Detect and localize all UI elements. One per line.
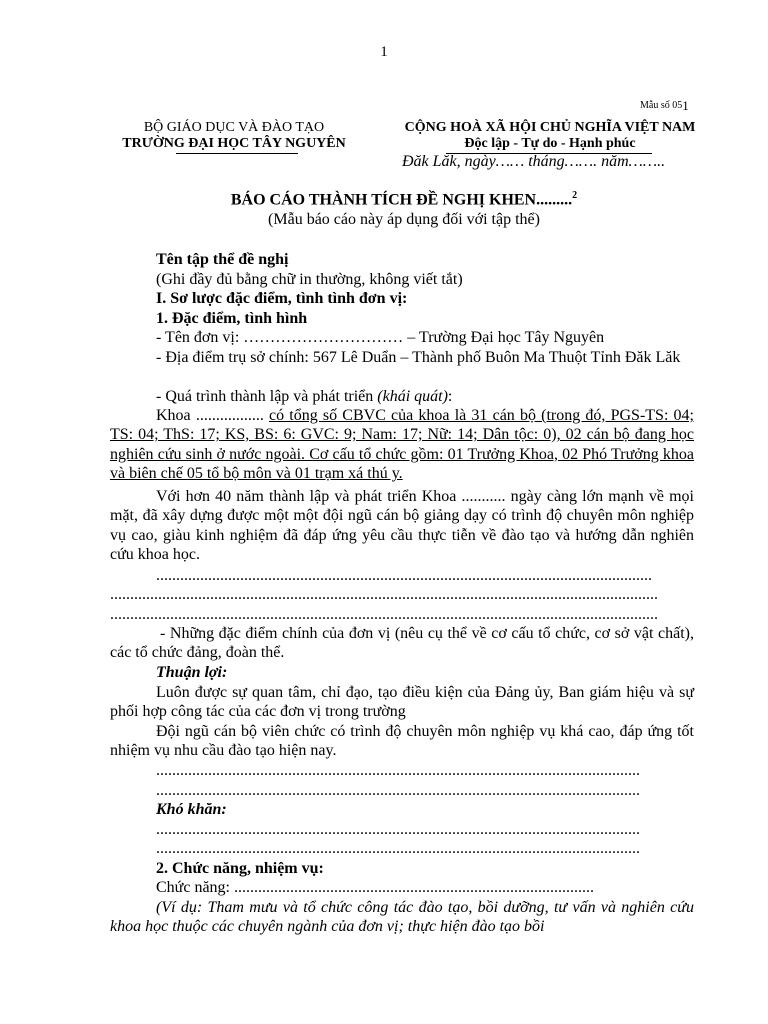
section-i-heading: I. Sơ lược đặc điểm, tình tình đơn vị: <box>156 290 408 307</box>
faculty-paragraph <box>110 406 694 483</box>
faculty-details: có tổng số CBVC của khoa là 31 cán bộ (trong đó, PGS-TS: 04; TS: 04; ThS: 17; KS, BS: 6: GVC: 9; Nam: 17; Nữ: 14; Dân tộc: 0), 02 cán bộ đang học nghiên cứu sinh ở nước ngoài. Cơ cấu tổ chức gồm: 01 Trưởng Khoa, 02 Phó Trưởng khoa và biên chế 05 tổ bộ môn và 01 trạm xá thú y. <box>110 407 695 482</box>
dotted-line-3: ......................................................................................................................................... <box>110 606 658 623</box>
report-subtitle: (Mẫu báo cáo này áp dụng đối với tập thể) <box>268 211 540 228</box>
dotted-line-2: ......................................................................................................................................... <box>110 586 658 603</box>
unit-name: - Tên đơn vị: ………………………… – Trường Đại học Tây Nguyên <box>156 329 605 346</box>
example-paragraph: (Ví dụ: Tham mưu và tổ chức công tác đào tạo, bồi dưỡng, tư vấn và nghiên cứu khoa học thuộc các chuyên ngành của đơn vị; thực hiện đào tạo bồi <box>110 899 694 936</box>
form-number-text: Mẫu số 05 <box>640 100 683 111</box>
title-footnote: 2 <box>572 190 578 201</box>
advantage-2: Đội ngũ cán bộ viên chức có trình độ chuyên môn nghiệp vụ khá cao, đáp ứng tốt nhiệm vụ nhu cầu đào tạo hiện nay. <box>110 723 694 760</box>
history-suffix: : <box>447 388 453 405</box>
collective-note: (Ghi đầy đủ bằng chữ in thường, không viết tắt) <box>156 271 463 288</box>
page-number: 1 <box>380 44 388 60</box>
form-number-footnote: 1 <box>682 98 689 113</box>
function-line: Chức năng: .......................................................................................... <box>156 879 594 896</box>
address-paragraph: - Địa điểm trụ sở chính: 567 Lê Duẩn – Thành phố Buôn Ma Thuột Tỉnh Đăk Lăk <box>156 349 681 366</box>
form-number <box>640 98 689 114</box>
ministry-name: BỘ GIÁO DỤC VÀ ĐÀO TẠO <box>143 120 325 135</box>
subsection-1-heading: 1. Đặc điểm, tình hình <box>156 310 308 327</box>
place-date: Đăk Lăk, ngày…… tháng……. năm…….. <box>402 153 666 170</box>
difficulties-heading: Khó khăn: <box>156 801 227 818</box>
dotted-line-6: ......................................................................................................................... <box>156 821 640 838</box>
dotted-line-4: ......................................................................................................................... <box>156 762 640 779</box>
university-name: TRƯỜNG ĐẠI HỌC TÂY NGUYÊN <box>122 136 346 151</box>
republic-name: CỘNG HOÀ XÃ HỘI CHỦ NGHĨA VIỆT NAM <box>404 120 696 135</box>
subsection-2-heading: 2. Chức năng, nhiệm vụ: <box>156 860 324 877</box>
history-paragraph: Với hơn 40 năm thành lập và phát triển Khoa ........... ngày càng lớn mạnh về mọi mặt, đã xây dựng được một một đội ngũ cán bộ giảng dạy có trình độ chuyên môn nghiệp vụ cao, giàu kinh nghiệm đã đáp ứng yêu cầu thực tiễn về đào tạo và hướng dẫn nghiên cứu khoa học. <box>110 488 694 563</box>
report-title-text: BÁO CÁO THÀNH TÍCH ĐỀ NGHỊ KHEN......... <box>230 191 573 209</box>
report-title <box>0 190 768 209</box>
history-prefix: - Quá trình thành lập và phát triển <box>156 388 378 405</box>
university-underline <box>176 153 298 154</box>
advantages-heading: Thuận lợi: <box>156 664 228 681</box>
advantage-1: Luôn được sự quan tâm, chỉ đạo, tạo điều kiện của Đảng ủy, Ban giám hiệu và sự phối hợp công tác của các đơn vị trong trường <box>110 684 694 721</box>
history-italic: (khái quát) <box>377 388 448 405</box>
collective-heading: Tên tập thể đề nghị <box>156 251 289 268</box>
main-features-paragraph: - Những đặc điểm chính của đơn vị (nêu cụ thể về cơ cấu tổ chức, cơ sở vật chất), các tổ chức đảng, đoàn thể. <box>110 625 694 662</box>
faculty-prefix: Khoa ................. <box>156 407 270 424</box>
dotted-line-5: ......................................................................................................................... <box>156 782 640 799</box>
dotted-line-7: ......................................................................................................................... <box>156 840 640 857</box>
dotted-line-1: ............................................................................................................................ <box>156 567 652 584</box>
national-motto: Độc lập - Tự do - Hạnh phúc <box>464 136 636 151</box>
history-line <box>156 387 452 406</box>
